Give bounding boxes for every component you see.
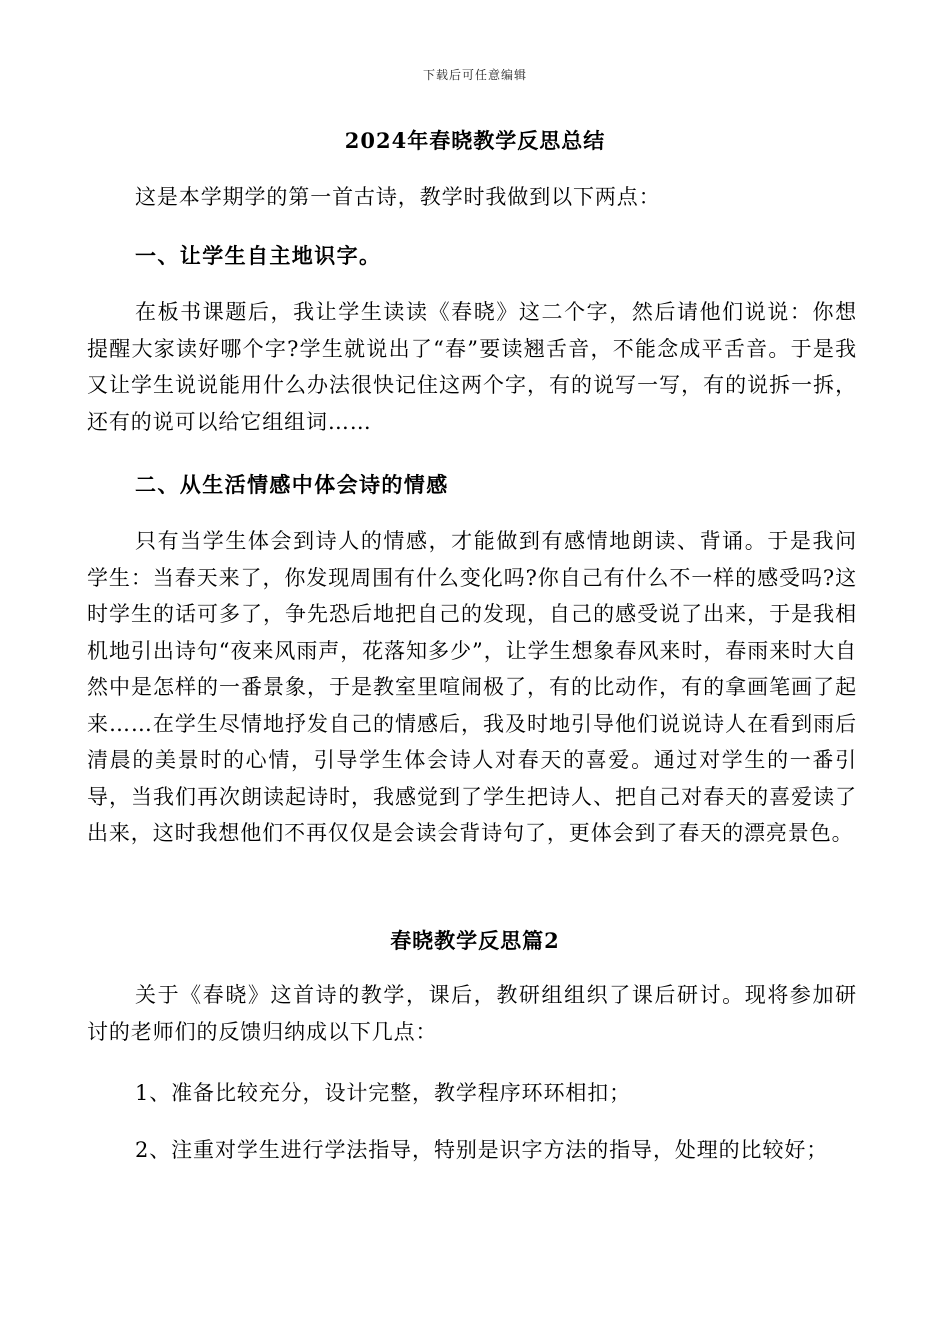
list-item-1: 1、准备比较充分，设计完整，教学程序环环相扣； [135, 1081, 632, 1105]
paragraph-2: 只有当学生体会到诗人的情感，才能做到有感情地朗读、背诵。于是我问学生：当春天来了，你发现周围有什么变化吗?你自己有什么不一样的感受吗?这时学生的话可多了，争先恐后地把自己的发现，自己的感受说了出来，于是我相机地引出诗句“夜来风雨声，花落知多少”，让学生想象春风来时，春雨来时大自然中是怎样的一番景象，于是教室里喧闹极了，有的比动作，有的拿画笔画了起来……在学生尽情地抒发自己的情感后，我及时地引导他们说说诗人在看到雨后清晨的美景时的心情，引导学生体会诗人对春天的喜爱。通过对学生的一番引导，当我们再次朗读起诗时，我感觉到了学生把诗人、把自己对春天的喜爱读了出来，这时我想他们不再仅仅是会读会背诗句了，更体会到了春天的漂亮景色。 [87, 529, 857, 845]
paragraph-3: 关于《春晓》这首诗的教学，课后，教研组组织了课后研讨。现将参加研讨的老师们的反馈归纳成以下几点： [87, 983, 857, 1044]
header-note: 下载后可任意编辑 [422, 68, 527, 82]
list-item-2: 2、注重对学生进行学法指导，特别是识字方法的指导，处理的比较好； [135, 1138, 829, 1162]
intro-paragraph: 这是本学期学的第一首古诗，教学时我做到以下两点： [135, 185, 661, 209]
section-heading-1: 一、让学生自主地识字。 [135, 243, 382, 268]
section-title-2: 春晓教学反思篇2 [390, 928, 560, 953]
section-heading-2: 二、从生活情感中体会诗的情感 [135, 472, 449, 497]
document-title: 2024年春晓教学反思总结 [344, 128, 606, 153]
paragraph-1: 在板书课题后，我让学生读读《春晓》这二个字，然后请他们说说：你想提醒大家读好哪个字?学生就说出了“春”要读翘舌音，不能念成平舌音。于是我又让学生说说能用什么办法很快记住这两个字，有的说写一写，有的说拆一拆，还有的说可以给它组组词…… [87, 300, 857, 434]
